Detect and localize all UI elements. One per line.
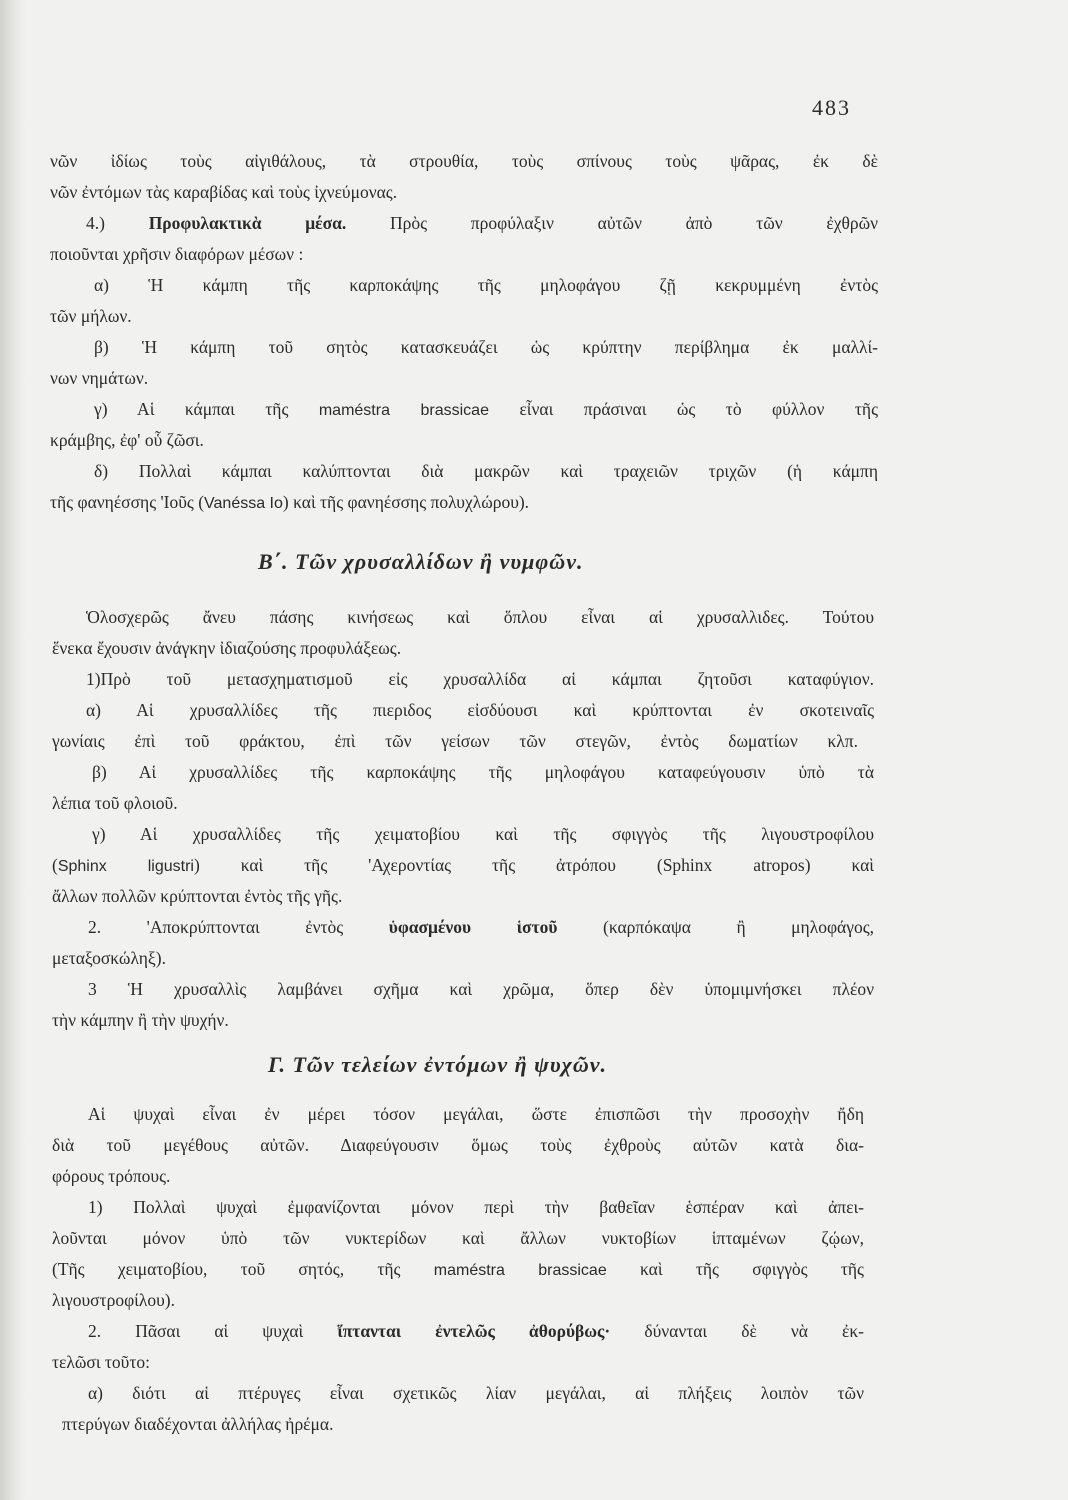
section-heading-b: Β΄. Τῶν χρυσαλλίδων ἢ νυμφῶν. bbox=[258, 549, 584, 574]
latin-term: Sphinx ligustri bbox=[57, 858, 194, 875]
text-line: νων νημάτων. bbox=[50, 368, 149, 388]
text-line: κράμβης, ἐφ' οὗ ζῶσι. bbox=[50, 430, 204, 450]
latin-term: maméstra brassicae bbox=[433, 1262, 607, 1279]
text-line: 1) Πολλαὶ ψυχαὶ ἐμφανίζονται μόνον περὶ τὴν βαθεῖαν ἑσπέραν καὶ ἀπει- bbox=[88, 1197, 864, 1217]
text-line: ἄλλων πολλῶν κρύπτονται ἐντὸς τῆς γῆς. bbox=[52, 886, 343, 906]
text-line: 1)Πρὸ τοῦ μετασχηματισμοῦ εἰς χρυσαλλίδα αἱ κάμπαι ζητοῦσι καταφύγιον. bbox=[86, 669, 874, 689]
text-line: γ) Αἱ χρυσαλλίδες τῆς χειματοβίου καὶ τῆς σφιγγὸς τῆς λιγουστροφίλου bbox=[92, 824, 874, 844]
text-line: λιγουστροφίλου). bbox=[52, 1290, 175, 1310]
text-line: γ) Αἱ κάμπαι τῆς maméstra brassicae εἶναι πράσιναι ὡς τὸ φύλλον τῆς bbox=[94, 399, 878, 419]
text-line: νῶν ἰδίως τοὺς αἰγιθάλους, τὰ στρουθία, τοὺς σπίνους τοὺς ψᾶρας, ἐκ δὲ bbox=[50, 151, 878, 171]
text-line: β) Ἡ κάμπη τοῦ σητὸς κατασκευάζει ὡς κρύπτην περίβλημα ἐκ μαλλί- bbox=[94, 337, 878, 357]
text-line: (Sphinx ligustri) καὶ τῆς 'Αχεροντίας τῆς ἀτρόπου (Sphinx atropos) καὶ bbox=[52, 855, 874, 875]
text-line: τῆς φανηέσσης 'Ιοῦς (Vanéssa Io) καὶ τῆς φανηέσσης πολυχλώρου). bbox=[50, 492, 530, 512]
section-heading-c: Γ. Τῶν τελείων ἐντόμων ἢ ψυχῶν. bbox=[268, 1052, 608, 1077]
text-line: λέπια τοῦ φλοιοῦ. bbox=[52, 793, 178, 813]
text-line: α) διότι αἱ πτέρυγες εἶναι σχετικῶς λίαν μεγάλαι, αἱ πλήξεις λοιπὸν τῶν bbox=[88, 1383, 864, 1403]
text-line: (Τῆς χειματοβίου, τοῦ σητός, τῆς maméstra brassicae καὶ τῆς σφιγγὸς τῆς bbox=[52, 1259, 864, 1279]
bold-term: ἵπτανται ἐντελῶς ἀθορύβως· bbox=[337, 1321, 611, 1341]
text-line: νῶν ἐντόμων τὰς καραβίδας καὶ τοὺς ἰχνεύμονας. bbox=[50, 182, 398, 202]
latin-term: Vanéssa Io bbox=[204, 495, 283, 512]
text-line: ποιοῦνται χρῆσιν διαφόρων μέσων : bbox=[50, 244, 304, 264]
text-line: β) Αἱ χρυσαλλίδες τῆς καρποκάψης τῆς μηλοφάγου καταφεύγουσιν ὑπὸ τὰ bbox=[92, 762, 874, 782]
text-line: φόρους τρόπους. bbox=[52, 1166, 171, 1186]
text-line: 2. 'Αποκρύπτονται ἐντὸς ὑφασμένου ἱστοῦ (καρπόκαψα ἢ μηλοφάγος, bbox=[88, 917, 874, 937]
text-line: α) Ἡ κάμπη τῆς καρποκάψης τῆς μηλοφάγου ζῇ κεκρυμμένη ἐντὸς bbox=[94, 275, 878, 295]
text-line: 2. Πᾶσαι αἱ ψυχαὶ ἵπτανται ἐντελῶς ἀθορύβως· δύνανται δὲ νὰ ἐκ- bbox=[88, 1321, 864, 1341]
text-line: διὰ τοῦ μεγέθους αὐτῶν. Διαφεύγουσιν ὅμως τοὺς ἐχθροὺς αὐτῶν κατὰ δια- bbox=[52, 1135, 864, 1155]
text-line: τὴν κάμπην ἢ τὴν ψυχήν. bbox=[52, 1010, 229, 1030]
text-line: Ὁλοσχερῶς ἄνευ πάσης κινήσεως καὶ ὅπλου εἶναι αἱ χρυσαλλιδες. Τούτου bbox=[86, 607, 874, 627]
binding-shadow bbox=[0, 0, 26, 1500]
text-line: πτερύγων διαδέχονται ἀλλήλας ἠρέμα. bbox=[62, 1414, 334, 1434]
text-line: Αἱ ψυχαὶ εἶναι ἐν μέρει τόσον μεγάλαι, ὥστε ἐπισπῶσι τὴν προσοχὴν ἤδη bbox=[88, 1104, 864, 1124]
text-line: 3 Ἡ χρυσαλλὶς λαμβάνει σχῆμα καὶ χρῶμα, ὅπερ δὲν ὑπομιμνήσκει πλέον bbox=[88, 979, 874, 999]
text-line: δ) Πολλαὶ κάμπαι καλύπτονται διὰ μακρῶν καὶ τραχειῶν τριχῶν (ἡ κάμπη bbox=[94, 461, 878, 481]
latin-term: maméstra brassicae bbox=[318, 402, 489, 419]
text-line: μεταξοσκώληξ). bbox=[52, 948, 166, 968]
page-number: 483 bbox=[812, 95, 851, 120]
text-line: γωνίαις ἐπὶ τοῦ φράκτου, ἐπὶ τῶν γείσων τῶν στεγῶν, ἐντὸς δωματίων κλπ. bbox=[52, 731, 858, 751]
bold-term: Προφυλακτικὰ μέσα. bbox=[148, 213, 347, 233]
text-line: λοῦνται μόνον ὑπὸ τῶν νυκτερίδων καὶ ἄλλων νυκτοβίων ἱπταμένων ζῴων, bbox=[52, 1228, 864, 1248]
text-line: 4.) Προφυλακτικὰ μέσα. Πρὸς προφύλαξιν αὐτῶν ἀπὸ τῶν ἐχθρῶν bbox=[86, 213, 878, 233]
text-line: τῶν μήλων. bbox=[50, 306, 132, 326]
text-line: τελῶσι τοῦτο: bbox=[52, 1352, 150, 1372]
text-line: ἕνεκα ἔχουσιν ἀνάγκην ἰδιαζούσης προφυλάξεως. bbox=[52, 638, 402, 658]
text-line: α) Αἱ χρυσαλλίδες τῆς πιεριδος εἰσδύουσι καὶ κρύπτονται ἐν σκοτειναῖς bbox=[86, 700, 874, 720]
bold-term: ὑφασμένου ἱστοῦ bbox=[388, 917, 558, 937]
